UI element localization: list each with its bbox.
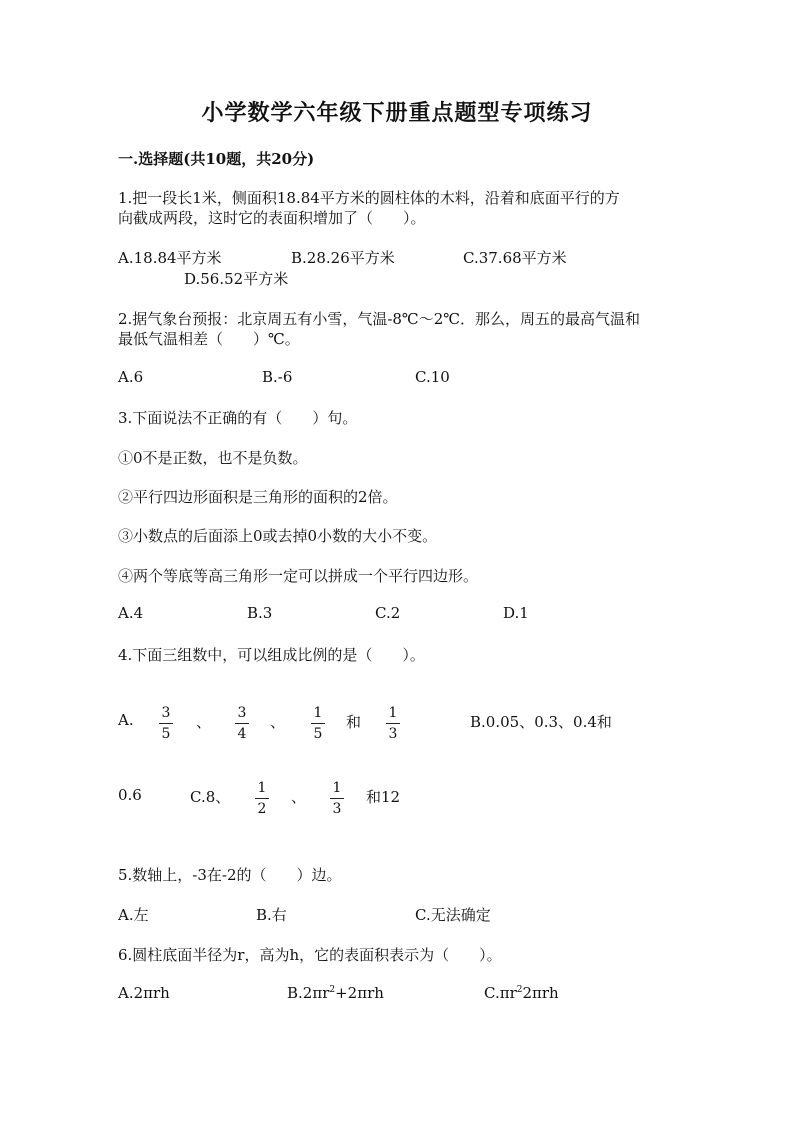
- q1-option-d: D.56.52平方米: [184, 270, 289, 288]
- q3-option-d: D.1: [503, 604, 529, 622]
- fraction-denominator: 2: [257, 801, 267, 817]
- q6-option-c-post: 2πrh: [522, 984, 559, 1002]
- q4-option-c-label: C.8、: [190, 788, 231, 806]
- q6-stem: 6.圆柱底面半径为r，高为h，它的表面积表示为（ ）。: [118, 946, 502, 964]
- fraction-numerator: 1: [332, 780, 342, 796]
- fraction-denominator: 4: [237, 726, 247, 742]
- q5-option-c: C.无法确定: [415, 906, 491, 924]
- q6-option-c: [484, 984, 559, 1002]
- q4-option-b-cont: 0.6: [118, 786, 142, 804]
- q4-a-separator-2: 、: [270, 713, 286, 731]
- q3-option-c: C.2: [375, 604, 401, 622]
- q3-statement-2: ②平行四边形面积是三角形的面积的2倍。: [118, 488, 398, 506]
- q4-stem: 4.下面三组数中，可以组成比例的是（ ）。: [118, 646, 425, 664]
- q3-stem: 3.下面说法不正确的有（ ）句。: [118, 409, 358, 427]
- q4-a-fraction-1: [154, 706, 178, 742]
- q4-a-fraction-2: [230, 706, 254, 742]
- q4-a-fraction-4: [381, 706, 405, 742]
- q6-option-b-post: +2πrh: [335, 984, 384, 1002]
- q6-option-c-pre: C.πr: [484, 984, 517, 1002]
- fraction-numerator: 3: [161, 705, 171, 721]
- q2-stem-line1: 2.据气象台预报：北京周五有小雪，气温-8℃～2℃．那么，周五的最高气温和: [118, 310, 641, 328]
- q6-option-b: [287, 984, 384, 1002]
- fraction-numerator: 3: [237, 705, 247, 721]
- section-heading: 一.选择题(共10题，共20分): [118, 150, 315, 168]
- fraction-bar: [255, 798, 269, 799]
- q4-a-fraction-3: [306, 706, 330, 742]
- q2-option-b: B.-6: [262, 368, 293, 386]
- fraction-bar: [330, 798, 344, 799]
- q6-option-b-pre: B.2πr: [287, 984, 330, 1002]
- q5-option-b: B.右: [256, 906, 287, 924]
- q6-option-a: A.2πrh: [118, 984, 170, 1002]
- fraction-denominator: 5: [161, 726, 171, 742]
- q6-option-c-exponent: 2: [516, 985, 523, 995]
- q4-option-b: B.0.05、0.3、0.4和: [470, 713, 612, 731]
- q3-option-b: B.3: [247, 604, 273, 622]
- q5-option-a: A.左: [118, 906, 149, 924]
- q2-option-a: A.6: [118, 368, 144, 386]
- q1-stem-line2: 向截成两段，这时它的表面积增加了（ ）。: [118, 209, 426, 227]
- fraction-bar: [386, 723, 400, 724]
- q3-statement-1: ①0不是正数，也不是负数。: [118, 449, 308, 467]
- q5-stem: 5.数轴上，-3在-2的（ ）边。: [118, 866, 342, 884]
- q4-c-separator: 、: [291, 788, 307, 806]
- q1-stem-line1: 1.把一段长1米，侧面积18.84平方米的圆柱体的木料，沿着和底面平行的方: [118, 189, 620, 207]
- q4-a-and: 和: [346, 713, 362, 731]
- fraction-numerator: 1: [388, 705, 398, 721]
- q4-c-fraction-2: [325, 781, 349, 817]
- fraction-denominator: 5: [313, 726, 323, 742]
- q4-a-separator-1: 、: [196, 713, 212, 731]
- q4-option-a-label: A.: [118, 711, 134, 729]
- q3-statement-3: ③小数点的后面添上0或去掉0小数的大小不变。: [118, 527, 438, 545]
- fraction-numerator: 1: [257, 780, 267, 796]
- q3-option-a: A.4: [118, 604, 144, 622]
- fraction-denominator: 3: [332, 801, 342, 817]
- q1-option-b: B.28.26平方米: [291, 249, 395, 267]
- fraction-bar: [235, 723, 249, 724]
- page-title: 小学数学六年级下册重点题型专项练习: [201, 100, 593, 126]
- q3-statement-4: ④两个等底等高三角形一定可以拼成一个平行四边形。: [118, 567, 479, 585]
- q2-stem-line2: 最低气温相差（ ）℃。: [118, 330, 300, 348]
- q4-c-fraction-1: [250, 781, 274, 817]
- fraction-bar: [159, 723, 173, 724]
- fraction-numerator: 1: [313, 705, 323, 721]
- fraction-denominator: 3: [388, 726, 398, 742]
- fraction-bar: [311, 723, 325, 724]
- q1-option-a: A.18.84平方米: [118, 249, 222, 267]
- q4-c-tail: 和12: [366, 788, 401, 806]
- q6-option-b-exponent: 2: [329, 985, 336, 995]
- q2-option-c: C.10: [415, 368, 450, 386]
- q1-option-c: C.37.68平方米: [463, 249, 567, 267]
